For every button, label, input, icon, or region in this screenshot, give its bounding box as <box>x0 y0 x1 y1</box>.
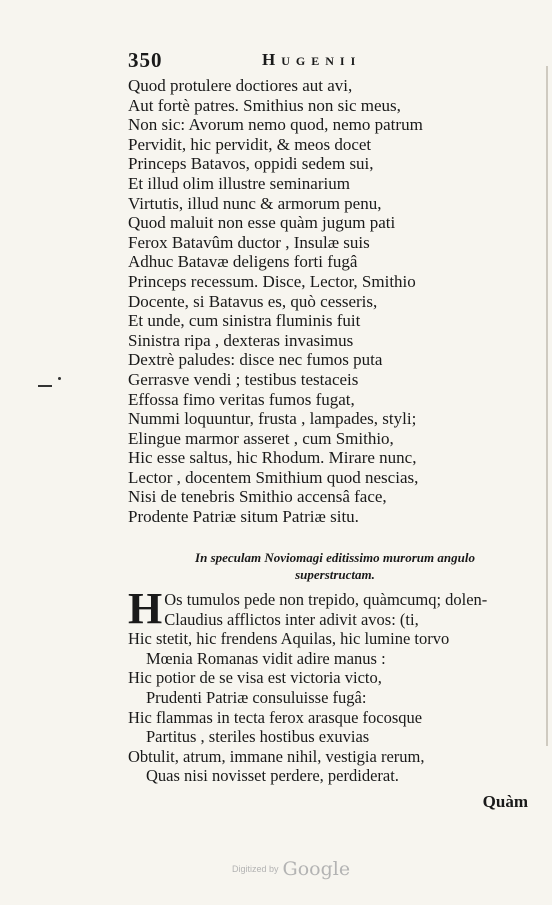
verse-line: Hic stetit, hic frendens Aquilas, hic lumine torvo <box>128 629 450 649</box>
verse-line: Quod maluit non esse quàm jugum pati <box>128 213 396 233</box>
digitization-watermark <box>232 858 350 880</box>
verse-line: Pervidit, hic pervidit, & meos docet <box>128 134 372 154</box>
margin-mark <box>38 385 52 387</box>
running-head: Hugenii <box>262 50 362 69</box>
drop-cap: H <box>128 584 163 633</box>
verse-line: Hic esse saltus, hic Rhodum. Mirare nunc, <box>128 448 417 468</box>
verse-line: Princeps Batavos, oppidi sedem sui, <box>128 154 374 174</box>
verse-line: Quod protulere doctiores aut avi, <box>128 76 353 95</box>
poem-title-line-2: superstructam. <box>295 567 375 582</box>
margin-dot <box>58 377 61 380</box>
poem-speculam <box>128 584 548 786</box>
verse-line: Elingue marmor asseret , cum Smithio, <box>128 428 394 448</box>
catchword: Quàm <box>482 792 528 811</box>
verse-line: Lector , docentem Smithium quod nescias, <box>128 467 419 487</box>
watermark-prefix: Digitized by <box>232 864 279 874</box>
verse-line: Dextrè paludes: disce nec fumos puta <box>128 350 383 370</box>
verse-line: Prudenti Patriæ consuluisse fugâ: <box>146 687 367 707</box>
verse-line: Effossa fimo veritas fumos fugat, <box>128 389 355 409</box>
verse-line: Nummi loquuntur, frusta , lampades, styli; <box>128 409 417 429</box>
verse-line: Hic flammas in tecta ferox arasque focosque <box>128 707 423 727</box>
verse-line: Partitus , steriles hostibus exuvias <box>146 727 370 747</box>
verse-line: Hic potior de se visa est victoria victo, <box>128 668 382 688</box>
verse-line: Et unde, cum sinistra fluminis fuit <box>128 311 361 331</box>
verse-line: Obtulit, atrum, immane nihil, vestigia rerum, <box>128 746 425 766</box>
page-number: 350 <box>128 48 163 72</box>
verse-line: Adhuc Batavæ deligens forti fugâ <box>128 252 358 272</box>
verse-line: Claudius afflictos inter adivit avos: (ti, <box>164 609 419 629</box>
verse-line: Ferox Batavûm ductor , Insulæ suis <box>128 232 370 252</box>
verse-line: Aut fortè patres. Smithius non sic meus, <box>128 95 401 115</box>
verse-line: Mœnia Romanas vidit adire manus : <box>146 648 386 668</box>
poem-title <box>140 549 530 583</box>
page-header <box>128 48 528 74</box>
google-logo: Google <box>282 858 351 880</box>
verse-line: Docente, si Batavus es, quò cesseris, <box>128 291 378 311</box>
verse-line: Prodente Patriæ situm Patriæ situ. <box>128 507 359 527</box>
verse-line: Et illud olim illustre seminarium <box>128 173 350 193</box>
verse-line: Quas nisi novisset perdere, perdiderat. <box>146 766 399 786</box>
poem-smithius <box>128 76 538 527</box>
poem2-first-line-text: Os tumulos pede non trepido, quàmcumq; dolen- <box>164 590 488 609</box>
verse-line: Non sic: Avorum nemo quod, nemo patrum <box>128 115 423 135</box>
poem-title-line-1: In speculam Noviomagi editissimo murorum angulo <box>195 550 475 565</box>
verse-line: Virtutis, illud nunc & armorum penu, <box>128 193 382 213</box>
verse-line: Princeps recessum. Disce, Lector, Smithio <box>128 271 416 291</box>
verse-line: Nisi de tenebris Smithio accensâ face, <box>128 487 387 507</box>
verse-line: Sinistra ripa , dexteras invasimus <box>128 330 354 350</box>
verse-line: Gerrasve vendi ; testibus testaceis <box>128 369 359 389</box>
